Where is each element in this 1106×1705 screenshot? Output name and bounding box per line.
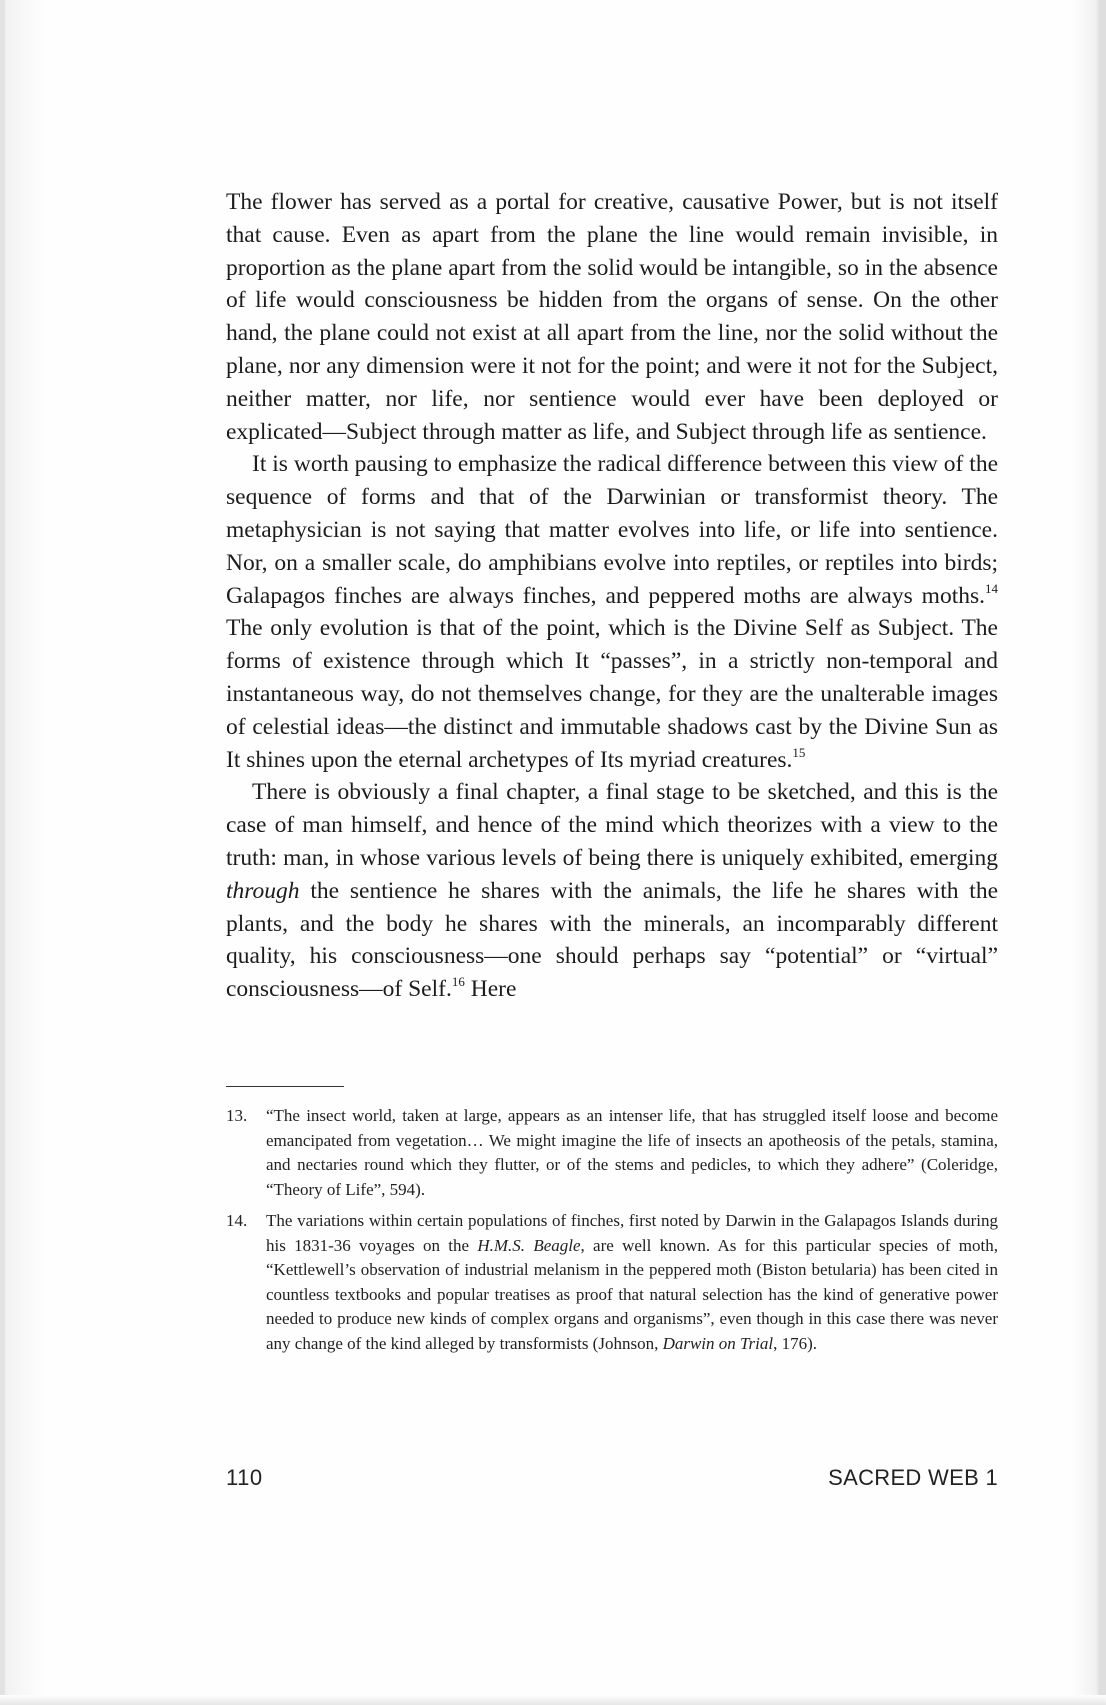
footnote-number: 14.	[226, 1211, 248, 1230]
paragraph-3-text-a: There is obviously a final chapter, a final stage to be sketched, and this is the case of man himself, and hence of the mind which theorizes with a view to the truth: man, in whose various levels of being there is uniquely exhibited, emerging	[226, 779, 998, 871]
footnote-14-ship-name: H.M.S. Beagle	[477, 1235, 581, 1255]
running-footer-title: SACRED WEB 1	[828, 1465, 998, 1490]
paragraph-1: The flower has served as a portal for creative, causative Power, but is not itself that cause. Even as apart from the plane the line would remain invisible, in proportion as the plane apart from the solid would be intangible, so in the absence of life would consciousness be hidden from the organs of sense. On the other hand, the plane could not exist at all apart from the line, nor the solid without the plane, nor any dimension were it not for the point; and were it not for the Subject, neither matter, nor life, nor sentience would ever have been deployed or explicated—Subject through matter as life, and Subject through life as sentience.	[226, 189, 998, 445]
paragraph-2	[226, 448, 998, 776]
page-bottom-edge-shadow	[0, 1695, 1106, 1705]
paragraph-2-text-b: The only evolution is that of the point, which is the Divine Self as Subject. The forms of existence through which It “passes”, in a strictly non-temporal and instantaneous way, do not themselves change, for they are the unalterable images of celestial ideas—the distinct and immutable shadows cast by the Divine Sun as It shines upon the eternal archetypes of Its myriad creatures.	[226, 615, 998, 773]
footnote-ref-16: 16	[451, 974, 465, 990]
page-right-edge-shadow	[1070, 0, 1106, 1705]
paragraph-3	[226, 776, 998, 1006]
footnote-14-text-b: , are well known. As for this particular species of moth, “Kettlewell’s observation of industrial melanism in the peppered moth (Biston betularia) has been cited in countless textbooks and popular treatises as proof that natural selection has the kind of generative power needed to produce new kinds of complex organs and organisms”, even though in this case there was never any change of the kind alleged by transformists (Johnson,	[266, 1235, 998, 1353]
footnote-number: 13.	[226, 1106, 248, 1125]
paragraph-3-text-c: Here	[464, 976, 517, 1003]
footnote-separator-rule	[226, 1086, 344, 1087]
paragraph-3-emphasis: through	[226, 877, 300, 904]
paragraph-3-text-b: the sentience he shares with the animals, the life he shares with the plants, and the body he shares with the minerals, an incomparably different quality, his consciousness—one should perhaps say “potential” or “virtual” consciousness—of Self.	[226, 877, 998, 1003]
footnotes-section	[226, 1104, 998, 1363]
page-number: 110	[226, 1465, 263, 1490]
footnote-14-book-title: Darwin on Trial	[662, 1333, 774, 1353]
footnote-14-text-c: , 176).	[773, 1333, 818, 1353]
page-left-edge-shadow	[0, 0, 46, 1705]
footnote-14	[226, 1209, 998, 1356]
paragraph-2-text-a: It is worth pausing to emphasize the radical difference between this view of the sequence of forms and that of the Darwinian or transformist theory. The metaphysician is not saying that matter evolves into life, or life into sentience. Nor, on a smaller scale, do amphibians evolve into reptiles, or reptiles into birds; Galapagos finches are always finches, and peppered moths are always moths.	[226, 451, 998, 609]
footnote-14-text-a: The variations within certain populations of finches, first noted by Darwin in the Galapagos Islands during his 1831-36 voyages on the	[266, 1211, 998, 1255]
footnote-13	[226, 1104, 998, 1202]
footnote-ref-14: 14	[985, 580, 998, 596]
footnote-ref-15: 15	[792, 744, 806, 760]
footnote-text	[266, 1209, 998, 1356]
main-body-text	[226, 186, 998, 1006]
footnote-text: “The insect world, taken at large, appears as an intenser life, that has struggled itself loose and become emancipated from vegetation… We might imagine the life of insects an apotheosis of the petals, stamina, and nectaries round which they flutter, or of the stems and pedicles, to which they adhere” (Coleridge, “Theory of Life”, 594).	[266, 1106, 998, 1199]
